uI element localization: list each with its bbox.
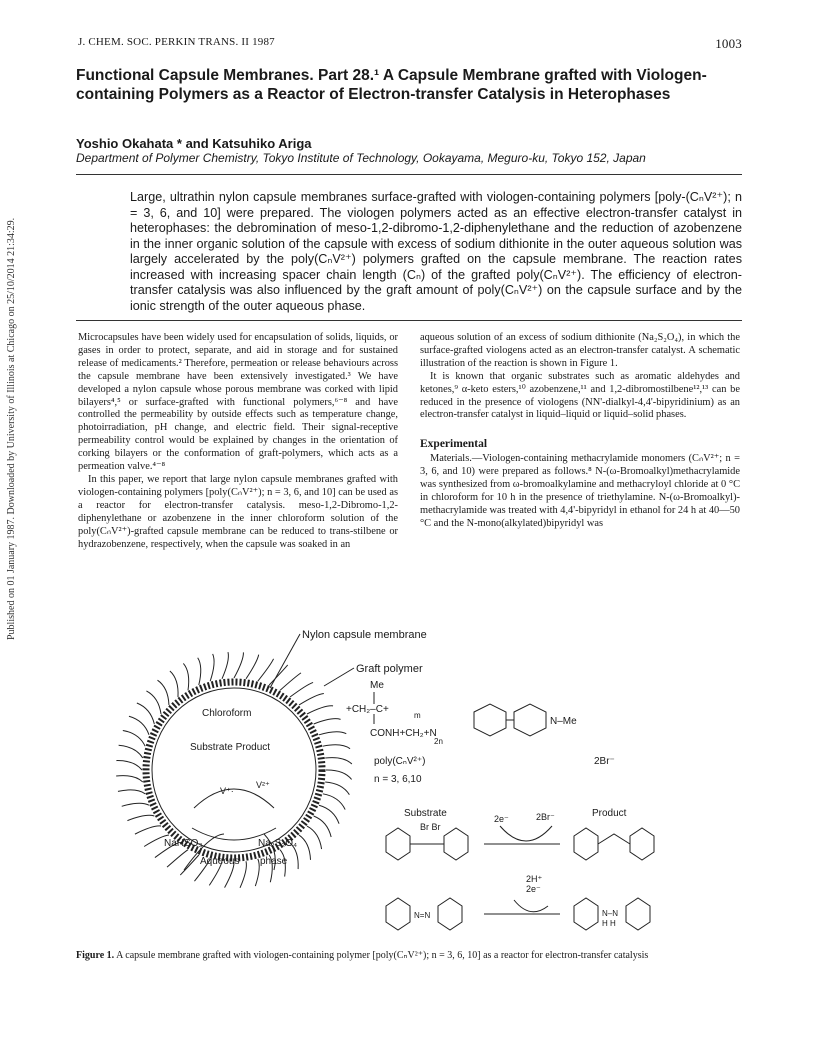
graft-chain	[119, 745, 143, 758]
graft-chain	[319, 732, 346, 735]
benzene-ring	[444, 828, 468, 860]
label-v2plus: V²⁺	[256, 780, 270, 790]
label-nn: N=N	[414, 911, 431, 920]
benzene-ring	[386, 828, 410, 860]
graft-chain	[116, 761, 142, 770]
graft-chain	[323, 745, 350, 749]
pointer-line	[270, 634, 300, 688]
abstract-rule	[76, 320, 742, 321]
graft-chain	[326, 770, 352, 779]
graft-chain	[118, 790, 145, 794]
running-header: J. CHEM. SOC. PERKIN TRANS. II 1987	[78, 36, 275, 48]
label-na2s2o4: Na₂S₂O₄	[258, 838, 298, 849]
graft-chain	[307, 826, 322, 849]
label-poly: poly(CₙV²⁺)	[374, 756, 426, 767]
paragraph: aqueous solution of an excess of sodium dithionite (Na₂S₂O₄), in which the surface-grafted viologens acted as an electron-transfer catalyst. A schematic illustration of the reaction is shown in Figure 1.	[420, 332, 740, 369]
label-chloroform: Chloroform	[202, 708, 252, 719]
graft-chain	[280, 673, 301, 690]
label-membrane: Nylon capsule membrane	[302, 629, 427, 641]
reaction-arrow	[500, 826, 552, 841]
graft-chain	[290, 682, 313, 697]
label-substrate-product: Substrate Product	[190, 742, 271, 753]
graft-chain	[246, 655, 259, 679]
graft-chain	[135, 826, 161, 834]
label-hh: H H	[602, 919, 616, 928]
label-n-values: n = 3, 6,10	[374, 774, 422, 785]
label-2e: 2e⁻	[494, 814, 509, 824]
graft-chain	[299, 693, 324, 704]
figure-1	[74, 620, 754, 940]
graft-chain	[269, 665, 288, 685]
paragraph: It is known that organic substrates such as aromatic aldehydes and ketones,⁹ α-keto esters,¹⁰ azobenzene,¹¹ and 1,2-dibromostilbene¹²,¹³ can be reduced in the presence of viologens (NN'-dialkyl-4,4'-bipyridinium) as an electron-transfer catalyst in liquid–liquid or liquid–solid phases.	[420, 370, 740, 421]
graft-chain	[210, 654, 214, 681]
graft-chain	[325, 782, 349, 795]
pyridinium-ring	[514, 704, 546, 736]
benzene-ring	[438, 898, 462, 930]
graft-chain	[240, 861, 246, 888]
label-backbone: +CH₂–C+	[346, 704, 389, 715]
reaction-arrow	[514, 900, 548, 912]
graft-chain	[146, 691, 161, 714]
article-title: Functional Capsule Membranes. Part 28.¹ A Capsule Membrane grafted with Viologen-containing Polymers as a Reactor of Electron-transfer Catalysis in Heterophases	[76, 67, 707, 103]
graft-chain	[170, 671, 178, 697]
top-rule	[76, 174, 742, 175]
label-brbr: Br Br	[420, 822, 441, 832]
graft-chain	[255, 859, 259, 886]
benzene-ring	[386, 898, 410, 930]
benzene-ring	[574, 828, 598, 860]
abstract: Large, ultrathin nylon capsule membranes surface-grafted with viologen-containing polymers [poly-(CₙV²⁺); n = 3, 6, and 10] were prepared. The viologen polymers acted as an effective electron-transfer catalyst in heterophases: the debromination of meso-1,2-dibromo-1,2-diphenylethane and the reduction of azobenzene in the inner organic solution of the capsule with excess of sodium dithionite in the outer aqueous solution was largely accelerated by the poly(CₙV²⁺) polymers grafted on the capsule membrane. The reaction rates increased with increasing spacer chain length (Cₙ) of the grafted poly(CₙV²⁺). The efficiency of electron-transfer catalysis was also influenced by the graft amount of poly(CₙV²⁺) on the capsule surface and by the ionic strength of the outer aqueous phase.	[130, 190, 742, 313]
section-heading: Experimental	[420, 438, 488, 451]
caption-label: Figure 1.	[76, 950, 115, 961]
graft-chain	[198, 658, 201, 685]
benzene-ring	[626, 898, 650, 930]
graft-chain	[258, 659, 274, 681]
graft-chain	[180, 855, 199, 875]
reaction-arrow	[194, 789, 274, 808]
download-note: Published on 01 January 1987. Downloaded by University of Illinois at Chicago on 25/10/2014 21:34:29.	[6, 217, 17, 640]
label-me-top: Me	[370, 680, 384, 691]
graft-chain	[307, 706, 333, 714]
affiliation: Department of Polymer Chemistry, Tokyo Institute of Technology, Ookayama, Meguro-ku, Tokyo 152, Japan	[76, 151, 646, 165]
label-2h: 2H⁺	[526, 874, 543, 884]
label-2br-minus: 2Br⁻	[536, 812, 555, 822]
caption-text: A capsule membrane grafted with viologen-containing polymer [poly(CₙV²⁺); n = 3, 6, 10] as a reactor for electron-transfer catalysis	[114, 950, 649, 961]
figure-caption	[76, 950, 648, 961]
graft-chain	[234, 652, 243, 678]
right-column	[420, 332, 740, 531]
label-aqueous: Aqueous	[200, 856, 240, 867]
graft-chain	[116, 776, 143, 782]
graft-chain	[299, 835, 310, 860]
paragraph: Microcapsules have been widely used for encapsulation of solids, liquids, or gases in order to protect, separate, and aid in storage and for sustained release of medicaments.² Therefore, permeation or release behaviours across the capsule membrane have been extensively investigated.³ We have developed a nylon capsule whose porous membrane was corked with lipid bilayers⁴,⁵ or surface-grafted with functional polymers,⁶⁻⁸ and have controlled the permeability by outside effects such as temperature change, photoirradiation, pH change, and electric field. Their signal-receptive permeability control would be explained by changes in the orientation of corking bilayers or the conformation of graft-polymers, which acts as a permeation valve.⁴⁻⁸	[78, 332, 398, 473]
label-nhnh: N–N	[602, 909, 619, 918]
label-m: m	[414, 711, 421, 720]
graft-chain	[314, 719, 341, 724]
page-number: 1003	[715, 36, 742, 51]
graft-chain	[323, 794, 345, 810]
capsule-illustration	[116, 652, 352, 888]
graft-chain	[222, 652, 228, 679]
label-2n: 2n	[434, 737, 443, 746]
graft-chain	[123, 730, 145, 746]
label-2br: 2Br⁻	[594, 756, 615, 767]
graft-chain	[122, 803, 149, 806]
paragraph: In this paper, we report that large nylon capsule membranes grafted with viologen-containing polymers [poly(CₙV²⁺); n = 3, 6, and 10] can be used as a reactor for electron-transfer catalysis. meso-1,2-Dibromo-1,2-diphenylethane or azobenzene in the inner chloroform solution of the poly(CₙV²⁺)-grafted capsule membrane can be reduced to trans-stilbene or hydrazobenzene, respectively, when the capsule was soaked in an	[78, 473, 398, 550]
graft-chain	[129, 716, 149, 735]
label-nme: N–Me	[550, 716, 577, 727]
left-column	[78, 332, 398, 551]
pointer-line	[324, 668, 354, 686]
authors: Yoshio Okahata * and Katsuhiko Ariga	[76, 136, 312, 151]
benzene-ring	[630, 828, 654, 860]
graft-chain	[157, 680, 168, 705]
label-nahso3: NaHSO₃	[164, 838, 203, 849]
paragraph: Materials.—Viologen-containing methacrylamide monomers (CₙV²⁺; n = 3, 6, and 10) were prepared as follows.⁸ N-(ω-Bromoalkyl)methacrylamide was synthesized from ω-bromoalkylamine and methacryloyl chloride at 0 °C in chloroform for 10 h in the presence of triethylamine. N-(ω-Bromoalkyl)-methacrylamide was treated with 4,4'-bipyridyl in ethanol for 24 h at 40—50 °C and the N-mono(alkylated)bipyridyl was	[420, 453, 740, 529]
label-side-chain: CONH+CH₂+N	[370, 728, 437, 739]
graft-chain	[167, 850, 188, 867]
label-vplus: V⁺·	[220, 786, 234, 796]
bond-line	[598, 834, 630, 844]
graft-chain	[127, 815, 154, 820]
label-2e-second: 2e⁻	[526, 884, 541, 894]
label-graft: Graft polymer	[356, 663, 423, 675]
graft-chain	[325, 758, 352, 764]
benzene-ring	[574, 898, 598, 930]
label-phase: phase	[260, 856, 288, 867]
label-substrate: Substrate	[404, 808, 447, 819]
pyridinium-ring	[474, 704, 506, 736]
label-product: Product	[592, 808, 627, 819]
graft-chain	[183, 663, 188, 690]
